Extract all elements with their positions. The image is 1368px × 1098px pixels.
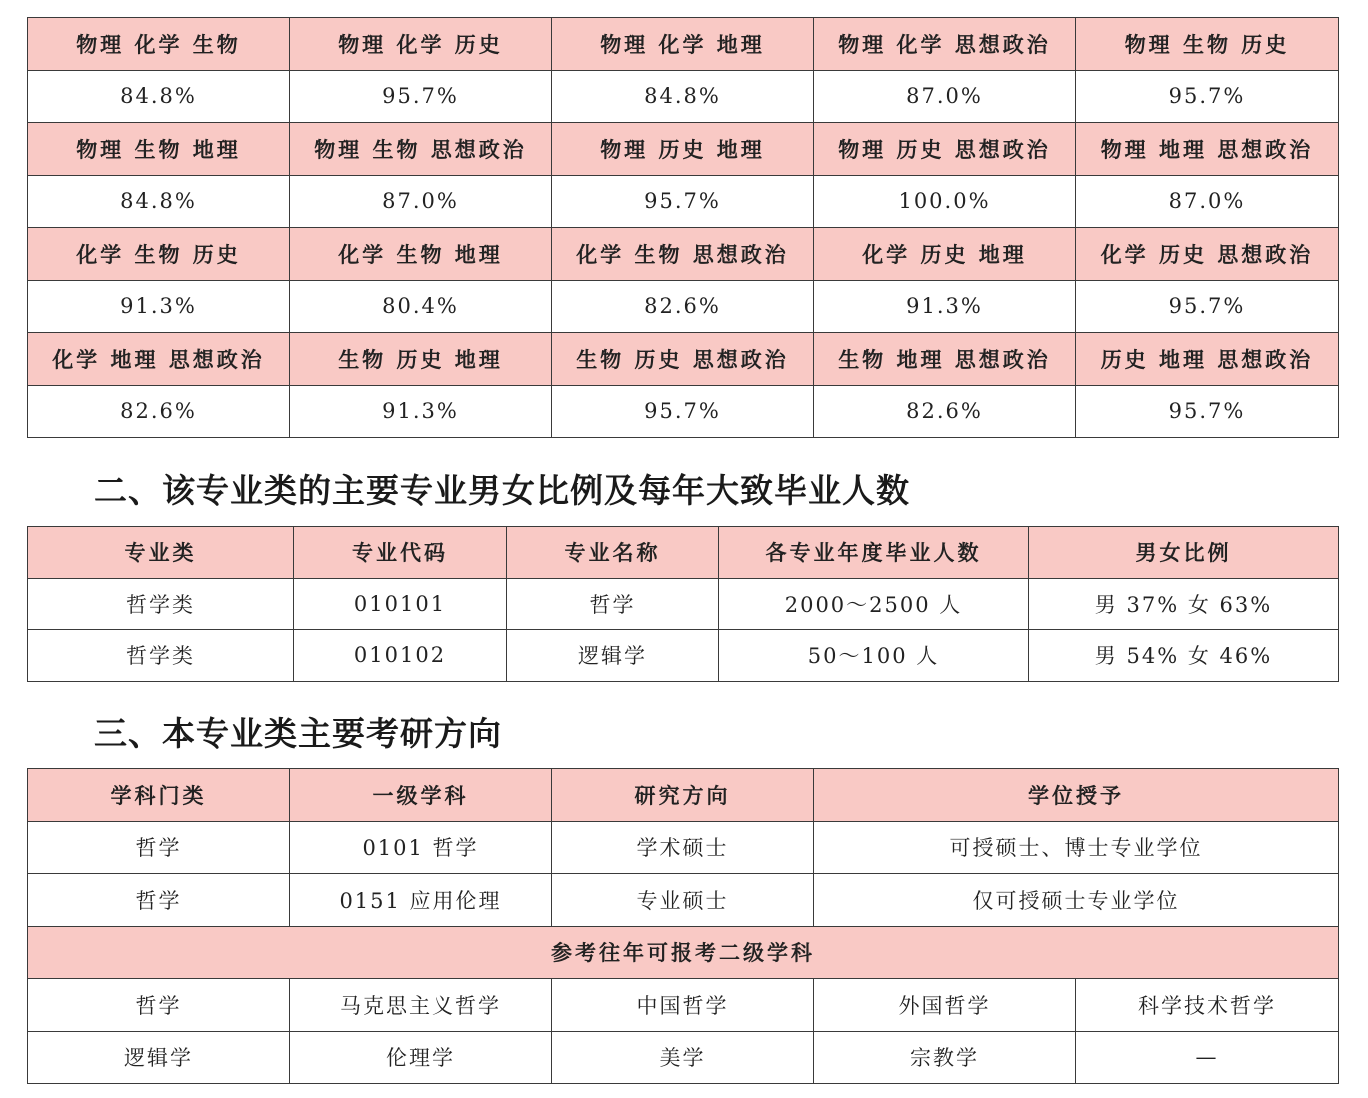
major-category-cell: 哲学类 [28,578,294,630]
combo-header-cell: 物理 生物 历史 [1076,18,1339,71]
discipline-cell: 哲学 [28,821,290,874]
combo-value-cell: 95.7% [1076,280,1339,333]
table-header-row [28,769,1339,822]
degree-cell: 可授硕士、博士专业学位 [814,821,1339,874]
column-header: 学科门类 [28,769,290,822]
combo-header-cell: 物理 化学 历史 [290,18,552,71]
column-header: 专业类 [28,527,294,579]
table-row [28,630,1339,682]
column-header: 专业名称 [507,527,719,579]
subject-combination-table [27,17,1339,438]
combo-header-cell: 物理 历史 思想政治 [814,123,1076,176]
second-level-subject-cell: 宗教学 [814,1031,1076,1084]
second-level-subject-cell: 外国哲学 [814,979,1076,1032]
combo-value-cell: 87.0% [290,175,552,228]
table-header-row [28,527,1339,579]
combo-value-cell: 82.6% [552,280,814,333]
combo-header-cell: 化学 生物 历史 [28,228,290,281]
combo-header-cell: 化学 历史 思想政治 [1076,228,1339,281]
combo-header-cell: 化学 生物 思想政治 [552,228,814,281]
major-category-cell: 哲学类 [28,630,294,682]
section-3-title: 三、本专业类主要考研方向 [94,714,502,753]
combo-header-cell: 物理 化学 思想政治 [814,18,1076,71]
research-direction-cell: 专业硕士 [552,874,814,927]
combo-value-cell: 82.6% [28,385,290,438]
table-row [28,228,1339,281]
second-level-subject-cell: 逻辑学 [28,1031,290,1084]
second-level-subject-cell: 美学 [552,1031,814,1084]
gender-ratio-cell: 男 54% 女 46% [1029,630,1339,682]
combo-header-cell: 物理 地理 思想政治 [1076,123,1339,176]
combo-value-cell: 91.3% [290,385,552,438]
second-level-subject-cell: 马克思主义哲学 [290,979,552,1032]
table-row [28,821,1339,874]
column-header: 一级学科 [290,769,552,822]
table-subheader-row [28,926,1339,979]
combo-value-cell: 95.7% [290,70,552,123]
table-row [28,70,1339,123]
table-row [28,1031,1339,1084]
combo-value-cell: 84.8% [552,70,814,123]
combo-header-cell: 生物 历史 地理 [290,333,552,386]
table-row [28,123,1339,176]
major-code-cell: 010102 [294,630,507,682]
combo-header-cell: 生物 历史 思想政治 [552,333,814,386]
combo-value-cell: 84.8% [28,175,290,228]
combo-header-cell: 物理 历史 地理 [552,123,814,176]
combo-header-cell: 物理 生物 思想政治 [290,123,552,176]
combo-value-cell: 95.7% [1076,70,1339,123]
second-level-subject-cell: 哲学 [28,979,290,1032]
combo-value-cell: 91.3% [814,280,1076,333]
column-header: 专业代码 [294,527,507,579]
combo-value-cell: 82.6% [814,385,1076,438]
gender-ratio-table [27,526,1339,682]
combo-value-cell: 80.4% [290,280,552,333]
column-header: 各专业年度毕业人数 [719,527,1029,579]
table-row [28,874,1339,927]
combo-value-cell: 84.8% [28,70,290,123]
degree-cell: 仅可授硕士专业学位 [814,874,1339,927]
combo-value-cell: 95.7% [1076,385,1339,438]
column-header: 研究方向 [552,769,814,822]
combo-header-cell: 化学 历史 地理 [814,228,1076,281]
combo-header-cell: 物理 化学 生物 [28,18,290,71]
gender-ratio-cell: 男 37% 女 63% [1029,578,1339,630]
sub-header: 参考往年可报考二级学科 [28,926,1339,979]
table-row [28,280,1339,333]
table-row [28,385,1339,438]
section-2-title: 二、该专业类的主要专业男女比例及每年大致毕业人数 [94,471,910,510]
graduate-study-table [27,768,1339,1084]
combo-value-cell: 95.7% [552,385,814,438]
graduates-cell: 2000～2500 人 [719,578,1029,630]
first-level-subject-cell: 0101 哲学 [290,821,552,874]
second-level-subject-cell: — [1076,1031,1339,1084]
discipline-cell: 哲学 [28,874,290,927]
combo-value-cell: 95.7% [552,175,814,228]
column-header: 学位授予 [814,769,1339,822]
table-row [28,979,1339,1032]
table-row [28,175,1339,228]
first-level-subject-cell: 0151 应用伦理 [290,874,552,927]
combo-value-cell: 87.0% [1076,175,1339,228]
column-header: 男女比例 [1029,527,1339,579]
table-row [28,18,1339,71]
combo-value-cell: 87.0% [814,70,1076,123]
combo-header-cell: 物理 化学 地理 [552,18,814,71]
second-level-subject-cell: 中国哲学 [552,979,814,1032]
table-row [28,578,1339,630]
graduates-cell: 50～100 人 [719,630,1029,682]
combo-value-cell: 91.3% [28,280,290,333]
research-direction-cell: 学术硕士 [552,821,814,874]
combo-header-cell: 物理 生物 地理 [28,123,290,176]
second-level-subject-cell: 伦理学 [290,1031,552,1084]
major-name-cell: 哲学 [507,578,719,630]
combo-header-cell: 化学 地理 思想政治 [28,333,290,386]
combo-header-cell: 生物 地理 思想政治 [814,333,1076,386]
major-code-cell: 010101 [294,578,507,630]
combo-value-cell: 100.0% [814,175,1076,228]
table-row [28,333,1339,386]
second-level-subject-cell: 科学技术哲学 [1076,979,1339,1032]
major-name-cell: 逻辑学 [507,630,719,682]
combo-header-cell: 化学 生物 地理 [290,228,552,281]
combo-header-cell: 历史 地理 思想政治 [1076,333,1339,386]
